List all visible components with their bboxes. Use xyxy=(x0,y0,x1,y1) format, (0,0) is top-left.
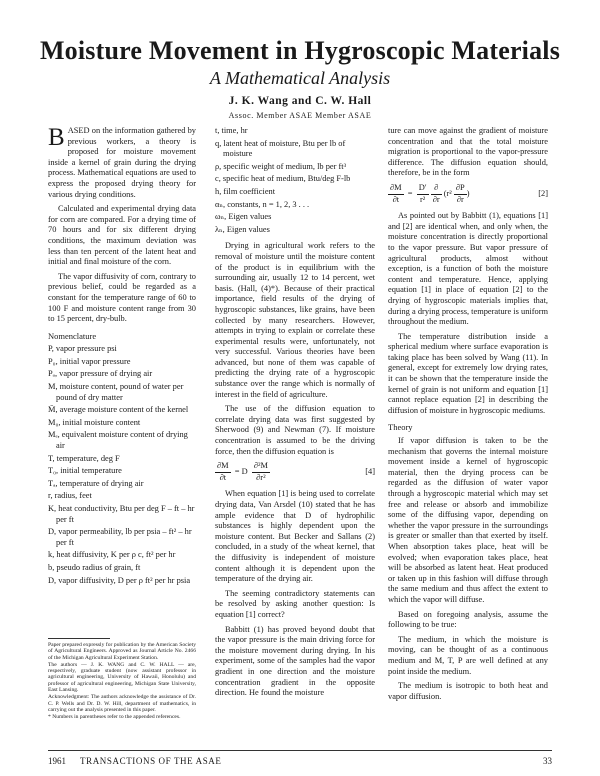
footer-year: 1961 xyxy=(48,756,66,766)
nomenclature-item: M₀, initial moisture content xyxy=(48,417,141,427)
nomenclature-list-continued xyxy=(215,126,375,235)
paragraph: Based on foregoing analysis, assume the following to be true: xyxy=(388,609,548,630)
nomenclature-item: K, heat conductivity, Btu per deg F – ft – hr per ft xyxy=(48,504,195,524)
nomenclature-item: P, vapor pressure psi xyxy=(48,344,117,354)
paragraph: The vapor diffusivity of corn, contrary to previous belief, could be regarded as a constant for the temperature range of 60 to 100 F and moisture content range from 30 to 15 percent, dry-bulb. xyxy=(48,271,196,324)
nomenclature-item: αₙ, constants, n = 1, 2, 3 . . . xyxy=(215,199,310,209)
theory-heading: Theory xyxy=(388,422,413,433)
paragraph: The use of the diffusion equation to correlate drying data was first suggested by Sherwood (9) and Newman (7). If moisture concentration is assumed to be the driving force, then the diffusion equation is xyxy=(215,404,375,456)
paragraph: If vapor diffusion is taken to be the mechanism that governs the internal moisture movement inside a kernel of hygroscopic material, then the drying process can be regarded as the diffusion of water vapor through a hygroscopic material which may set free and release or absorb and immobilize some of the diffusing vapor, depending on whether the vapor pressure in the surroundings is greater or smaller than that exerted by itself. When absorption takes place, heat will be evolved; when evaporation takes place, heat will be absorbed as latent heat. Heat produced or taken up in this fashion will diffuse through the same medium and thus affect the extent to which the vapor will diffuse. xyxy=(388,436,548,604)
column-1 xyxy=(48,126,196,719)
nomenclature-item: ωₙ, Eigen values xyxy=(215,212,272,222)
equation-2 xyxy=(388,183,548,205)
nomenclature-item: c, specific heat of medium, Btu/deg F-lb xyxy=(215,174,351,184)
page-number: 33 xyxy=(543,756,552,766)
column-2 xyxy=(215,126,375,726)
paragraph: The medium is isotropic to both heat and vapor diffusion. xyxy=(388,681,548,701)
authors: J. K. Wang and C. W. Hall xyxy=(228,95,372,107)
nomenclature-item: b, pseudo radius of grain, ft xyxy=(48,562,141,572)
footer-divider xyxy=(48,750,552,751)
paragraph: When equation [1] is being used to correlate drying data, Van Arsdel (10) stated that he has ample evidence that D of hydrophilic substances is highly dependent upon the moisture content. But Becker and Sallans (2) concluded, in a study of the wheat kernel, that the diffusivity is independent of moisture content although it is dependent upon the temperature of the drying air. xyxy=(215,489,375,584)
footnote-paragraph: * Numbers in parentheses refer to the appended references. xyxy=(48,714,181,721)
paragraph: Drying in agricultural work refers to the removal of moisture until the moisture content of the product is in equilibrium with the surrounding air, usually 12 to 14 percent, wet basis. (Hall, (4)*). Because of their practical importance, field results of the drying of hygroscopic substances, like grains, have been collected by many researchers. However, attempts in trying to explain or correlate these experimental results were, unfortunately, not very successful. Various theories have been advanced, but none of them was capable of predicting the drying rate of a hygroscopic substance over the range which is normally of interest in the field of agriculture. xyxy=(215,241,375,399)
paragraph: Babbitt (1) has proved beyond doubt that the vapor pressure is the main driving force for the moisture movement during drying. In his experiment, some of the samples had the vapor gradient in one direction and the moisture concentration gradient in the opposite direction. He found the moisture xyxy=(215,624,375,698)
footer-journal: TRANSACTIONS OF THE ASAE xyxy=(80,756,222,766)
nomenclature-item: t, time, hr xyxy=(215,126,248,135)
nomenclature-item: q, latent heat of moisture, Btu per lb of moisture xyxy=(215,138,346,159)
nomenclature-item: M̄, average moisture content of the kernel xyxy=(48,405,189,415)
footnote-divider xyxy=(48,638,110,639)
footnote-paragraph: Acknowledgment: The authors acknowledge the assistance of Dr. C. P. Wells and Dr. D. W. Hill, department of mathematics, in carrying out the analysis presented in this paper. xyxy=(48,694,196,713)
nomenclature-item: Pₐ, vapor pressure of drying air xyxy=(48,369,153,379)
nomenclature-item: T, temperature, deg F xyxy=(48,453,120,463)
nomenclature-item: h, film coefficient xyxy=(215,186,276,196)
paragraph: The temperature distribution inside a spherical medium where surface evaporation is taking place has been solved by Wang (11). In general, except for extremely low drying rates, it can be shown that the temperature inside the kernel of grain is not uniform and equation [1] cannot replace equation [2] in describing the diffusion of moisture in hygroscopic mediums. xyxy=(388,331,548,415)
footnote-paragraph: The authors — J. K. WANG and C. W. HALL — are, respectively, graduate student (now assistant professor in agricultural engineering, University of Hawaii, Honolulu) and professor of agricultural engineering, Michigan State University, East Lansing. xyxy=(48,661,196,694)
paragraph: ture can move against the gradient of moisture concentration and that the total moisture migration is proportional to the vapor-pressure difference. The diffusion equation should, therefore, be in the form xyxy=(388,126,548,178)
equation-number: [2] xyxy=(538,188,548,198)
drop-cap: B xyxy=(48,126,65,151)
nomenclature-item: D, vapor diffusivity, D per ρ ft² per hr psia xyxy=(48,575,191,585)
column-3 xyxy=(388,126,548,726)
paragraph: The medium, in which the moisture is moving, can be thought of as a continuous medium and M, T, P are well defined at any point inside the medium. xyxy=(388,634,548,676)
footnote xyxy=(48,642,196,722)
equation-number: [4] xyxy=(365,467,375,477)
equation-body: $\frac{\partial M}{\partial t}$ = $\frac{D'}{\text{r²}}$ $\frac{\partial}{\partial r}$ (r² $\frac{\partial P}{\partial r}$ ) xyxy=(390,182,470,204)
nomenclature-list xyxy=(48,344,196,586)
nomenclature-heading: Nomenclature xyxy=(48,330,97,341)
paragraph: Calculated and experimental drying data for corn are compared. For a drying time of 70 hours and for six different drying conditions, the maximum deviation was less than ten percent of the latent heat and initial and final moisture of the corn. xyxy=(48,204,196,267)
paragraph: As pointed out by Babbitt (1), equations [1] and [2] are identical when, and only when, the moisture concentration is directly proportional to the vapor pressure. But vapor pressure of agricultural products, almost without exception, is a function of both the moisture content and temperature. Hence, applying equation [1] in place of equation [2] to the drying of hygroscopic materials implies that, during a drying process, temperature is uniform throughout the medium. xyxy=(388,211,548,327)
nomenclature-item: D, vapor permeability, lb per psia – ft² – hr per ft xyxy=(48,527,192,547)
author-affiliation: Assoc. Member ASAE Member ASAE xyxy=(228,111,372,120)
nomenclature-item: ρ, specific weight of medium, lb per ft³ xyxy=(215,161,347,171)
nomenclature-item: r, radius, feet xyxy=(48,491,92,501)
article-subtitle: A Mathematical Analysis xyxy=(209,68,391,88)
nomenclature-item: λₙ, Eigen values xyxy=(215,224,270,234)
nomenclature-item: P₀, initial vapor pressure xyxy=(48,356,131,366)
paragraph: The seeming contradictory statements can be resolved by asking another question: Is equation [1] correct? xyxy=(215,588,375,619)
nomenclature-item: Mₑ, equivalent moisture content of drying air xyxy=(48,430,188,451)
abstract-paragraph: BASED on the information gathered by previous workers, a theory is proposed for moisture movement inside a kernel of grain during the drying process. Mathematical equations are used to express the proposed drying theory for various drying conditions. xyxy=(48,126,196,199)
nomenclature-item: k, heat diffusivity, K per ρ c, ft² per hr xyxy=(48,550,176,560)
nomenclature-item: T₀, initial temperature xyxy=(48,466,122,476)
nomenclature-item: M, moisture content, pound of water per pound of dry matter xyxy=(48,382,184,402)
nomenclature-item: Tₐ, temperature of drying air xyxy=(48,478,144,488)
article-title: Moisture Movement in Hygroscopic Materials xyxy=(39,36,561,65)
footnote-paragraph: Paper prepared expressly for publication by the American Society of Agricultural Engineers. Approved as Journal Article No. 2466 of the Michigan Agricultural Experiment Station. xyxy=(48,642,196,661)
equation-1 xyxy=(215,461,375,483)
equation-body: $\frac{\partial M}{\partial t}$ = D $\frac{\text{∂²M}}{\text{∂r²}}$ xyxy=(217,461,268,482)
